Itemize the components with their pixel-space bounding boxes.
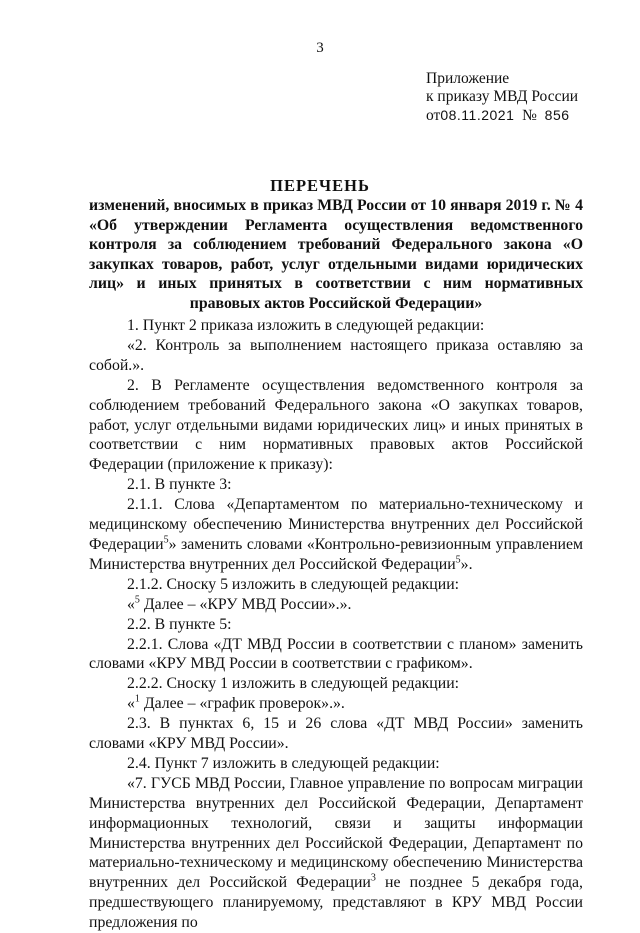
footnote-marker: 5 bbox=[455, 554, 461, 566]
document-title: ПЕРЕЧЕНЬ bbox=[270, 176, 370, 195]
page-number: 3 bbox=[316, 40, 324, 56]
paragraph-text: «7. ГУСБ МВД России, Главное управление по вопросам миграции Министерства внутренних дел Российской Федерации, Департамент информационных технологий, связи и защиты информации Министерства внутренних дел Российской Федерации, Департамент по материально-техническому и медицинскому обеспечению Министерства внутренних дел Российской Федерации bbox=[89, 774, 583, 892]
paragraph bbox=[89, 595, 583, 615]
paragraph bbox=[89, 694, 583, 714]
paragraph: 2.2.2. Сноску 1 изложить в следующей редакции: bbox=[127, 675, 460, 693]
document-subtitle: изменений, вносимых в приказ МВД России от 10 января 2019 г. № 4 «Об утверждении Регламента осуществления ведомственного контроля за соблюдением требований Федерального закона «О закупках товаров, работ, услуг отдельными видами юридических лиц» и иных принятых в соответствии с ним нормативных правовых актов Российской Федерации» bbox=[89, 197, 583, 312]
appendix-date-prefix: от bbox=[426, 107, 441, 124]
appendix-number-sign: № bbox=[522, 107, 537, 124]
paragraph: 2. В Регламенте осуществления ведомственного контроля за соблюдением требований Федерального закона «О закупках товаров, работ, услуг отдельными видами юридических лиц» и иных принятых в соответствии с ним нормативных правовых актов Российской Федерации (приложение к приказу): bbox=[89, 376, 583, 474]
paragraph-text: « bbox=[127, 595, 135, 613]
appendix-date: 08.11.2021 bbox=[440, 107, 515, 123]
paragraph-text: не позднее 5 декабря года, предшествующего планируемому, представляют в КРУ МВД России предложения по bbox=[89, 874, 584, 932]
appendix-number: 856 bbox=[544, 107, 570, 123]
paragraph: 2.2.1. Слова «ДТ МВД России в соответствии с планом» заменить словами «КРУ МВД России в соответствии с графиком». bbox=[89, 635, 583, 673]
paragraph-text: » заменить словами «Контрольно-ревизионным управлением Министерства внутренних дел Российской Федерации bbox=[89, 535, 583, 573]
paragraph bbox=[89, 774, 583, 933]
footnote-marker: 5 bbox=[163, 534, 169, 546]
paragraph: 2.4. Пункт 7 изложить в следующей редакции: bbox=[127, 754, 440, 772]
footnote-marker: 1 bbox=[134, 693, 140, 705]
paragraph: 2.1.2. Сноску 5 изложить в следующей редакции: bbox=[127, 575, 460, 593]
paragraph-text: 2.1.1. Слова «Департаментом по материально-техническому и медицинскому обеспечению Министерства внутренних дел Российской Федерации bbox=[89, 496, 583, 553]
paragraph bbox=[89, 495, 583, 575]
paragraph-text: « bbox=[127, 695, 135, 713]
paragraph-text: Далее – «КРУ МВД России».». bbox=[139, 595, 352, 613]
paragraph: 2.3. В пунктах 6, 15 и 26 слова «ДТ МВД России» заменить словами «КРУ МВД России». bbox=[89, 715, 583, 753]
footnote-marker: 3 bbox=[370, 873, 376, 885]
appendix-block bbox=[426, 70, 578, 125]
appendix-date-line bbox=[426, 106, 578, 125]
document-body bbox=[89, 316, 583, 933]
paragraph-text: Далее – «график проверок».». bbox=[139, 695, 345, 713]
appendix-label: Приложение bbox=[426, 70, 510, 87]
paragraph: 2.2. В пункте 5: bbox=[127, 615, 232, 633]
paragraph-text: ». bbox=[460, 555, 473, 573]
paragraph: «2. Контроль за выполнением настоящего приказа оставляю за собой.». bbox=[89, 336, 583, 374]
paragraph: 2.1. В пункте 3: bbox=[127, 476, 232, 494]
footnote-marker: 5 bbox=[134, 594, 140, 606]
appendix-order-ref: к приказу МВД России bbox=[426, 88, 579, 105]
paragraph: 1. Пункт 2 приказа изложить в следующей редакции: bbox=[127, 317, 485, 334]
